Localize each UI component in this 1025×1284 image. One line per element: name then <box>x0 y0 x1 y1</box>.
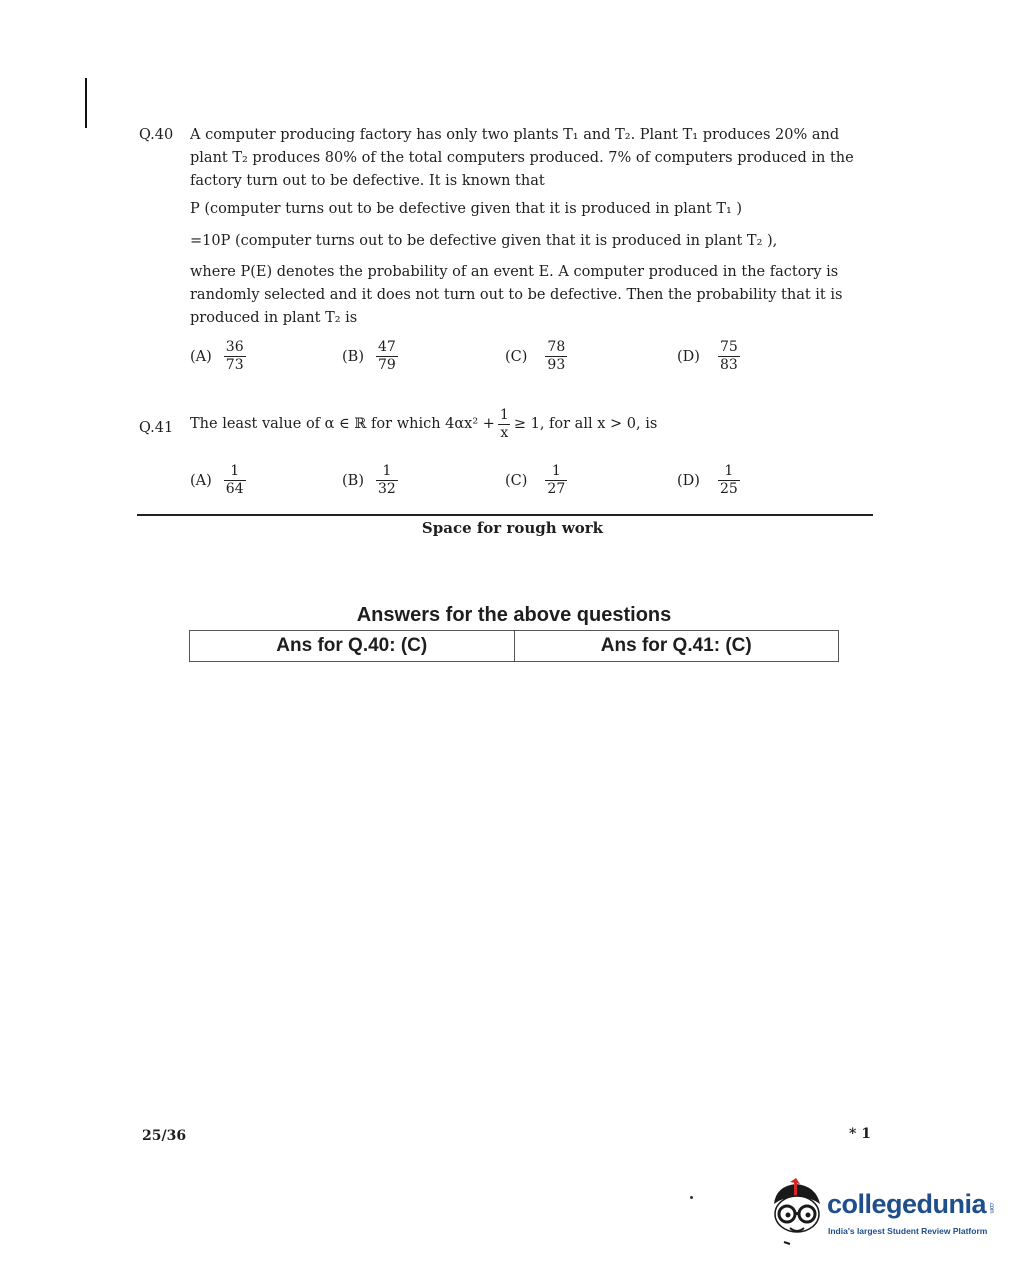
denominator: 27 <box>547 481 566 497</box>
option-label: (C) <box>505 348 528 365</box>
q40-option-a[interactable] <box>190 339 246 374</box>
q40-line-1: A computer producing factory has only two plants T₁ and T₂. Plant T₁ produces 20% and <box>190 127 840 143</box>
option-label: (D) <box>677 348 700 365</box>
q41-text-before: The least value of α ∈ ℝ for which 4αx² + <box>190 416 495 432</box>
collegedunia-logo[interactable] <box>827 1189 994 1220</box>
q40-line-8: produced in plant T₂ is <box>190 310 358 326</box>
q40-text <box>190 124 854 193</box>
numerator: 47 <box>377 339 396 355</box>
numerator: 36 <box>225 339 244 355</box>
option-label: (C) <box>505 472 528 489</box>
numerator: 78 <box>547 339 566 355</box>
logo-name: collegedunia <box>827 1189 987 1219</box>
denominator: 25 <box>719 481 738 497</box>
q41-option-a[interactable] <box>190 463 246 498</box>
q40-line-3: factory turn out to be defective. It is known that <box>190 173 545 189</box>
fraction <box>545 463 567 498</box>
logo-tagline: India's largest Student Review Platform <box>828 1226 988 1236</box>
collegedunia-mascot-icon <box>766 1178 828 1248</box>
page-mark: * 1 <box>849 1126 871 1142</box>
answers-title: Answers for the above questions <box>356 604 672 626</box>
fraction <box>376 339 398 374</box>
fraction <box>718 463 740 498</box>
q40-option-d[interactable] <box>677 339 740 374</box>
q41-number: Q.41 <box>139 420 174 436</box>
fraction <box>224 463 246 498</box>
denominator: x <box>500 425 509 441</box>
logo-suffix: .com <box>988 1201 995 1213</box>
denominator: 83 <box>719 357 738 373</box>
fraction <box>718 339 740 374</box>
speck <box>690 1196 693 1199</box>
q40-number: Q.40 <box>139 127 174 143</box>
q40-line-7: randomly selected and it does not turn out to be defective. Then the probability that it is <box>190 287 843 303</box>
q41-option-c[interactable] <box>505 463 567 498</box>
denominator: 64 <box>225 481 244 497</box>
q40-text-cont <box>190 261 842 330</box>
q41-text <box>190 407 657 442</box>
q41-text-after: ≥ 1, for all x > 0, is <box>513 416 658 432</box>
rough-work-divider <box>137 514 873 516</box>
numerator: 1 <box>230 463 240 479</box>
option-label: (A) <box>190 348 212 365</box>
answer-q41: Ans for Q.41: (C) <box>514 631 839 661</box>
option-label: (A) <box>190 472 212 489</box>
q40-line-4: P (computer turns out to be defective given that it is produced in plant T₁ ) <box>190 201 743 217</box>
numerator: 1 <box>382 463 392 479</box>
margin-mark <box>85 78 87 128</box>
numerator: 1 <box>551 463 561 479</box>
denominator: 79 <box>377 357 396 373</box>
denominator: 32 <box>377 481 396 497</box>
option-label: (B) <box>342 472 364 489</box>
q40-line-6: where P(E) denotes the probability of an event E. A computer produced in the factory is <box>190 264 839 280</box>
q40-line-2: plant T₂ produces 80% of the total computers produced. 7% of computers produced in the <box>190 150 854 166</box>
answers-table <box>189 630 839 662</box>
answer-q40: Ans for Q.40: (C) <box>276 635 428 656</box>
q41-option-b[interactable] <box>342 463 398 498</box>
fraction <box>545 339 567 374</box>
denominator: 93 <box>547 357 566 373</box>
fraction <box>376 463 398 498</box>
rough-work-label: Space for rough work <box>421 519 604 537</box>
page-number: 25/36 <box>142 1128 187 1144</box>
q41-option-d[interactable] <box>677 463 740 498</box>
q41-fraction <box>498 407 511 442</box>
numerator: 1 <box>724 463 734 479</box>
q40-option-c[interactable] <box>505 339 567 374</box>
q40-option-b[interactable] <box>342 339 398 374</box>
option-label: (D) <box>677 472 700 489</box>
numerator: 75 <box>719 339 738 355</box>
denominator: 73 <box>225 357 244 373</box>
fraction <box>224 339 246 374</box>
q40-line-5: =10P (computer turns out to be defective given that it is produced in plant T₂ ), <box>190 233 778 249</box>
numerator: 1 <box>499 407 509 423</box>
option-label: (B) <box>342 348 364 365</box>
